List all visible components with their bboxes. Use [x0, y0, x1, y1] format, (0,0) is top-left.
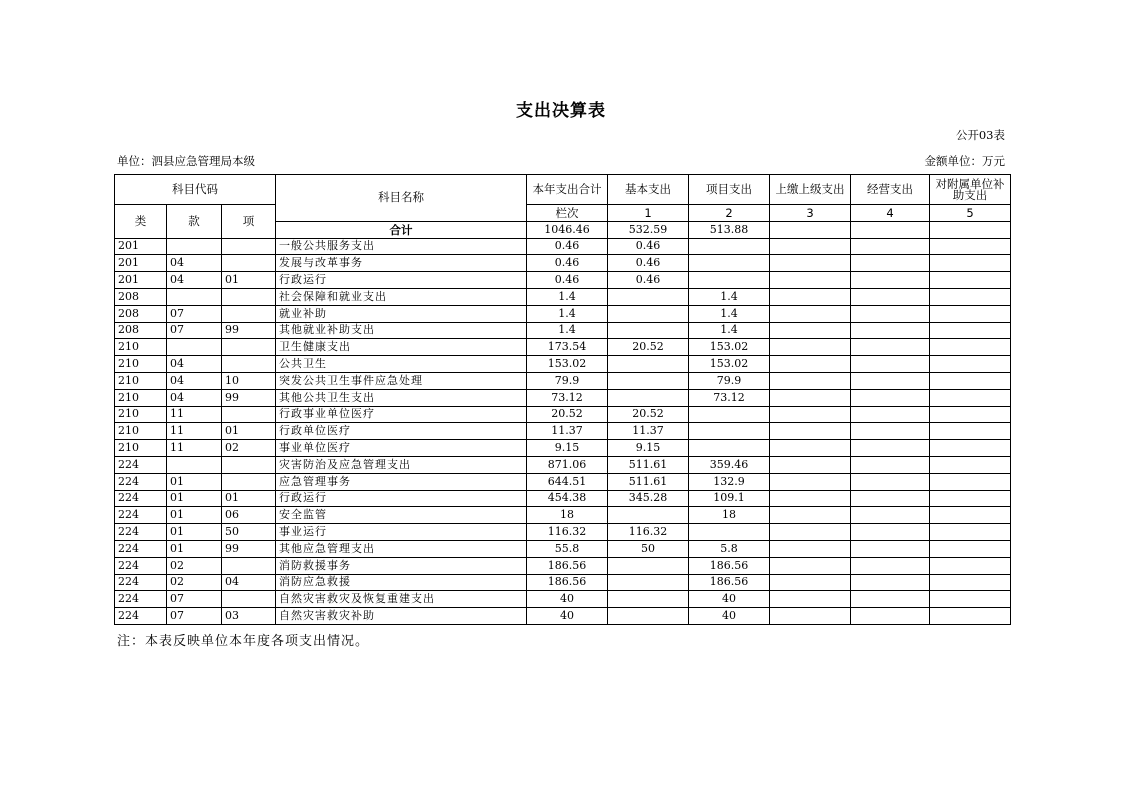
cell-subsidy	[930, 389, 1011, 406]
cell-basic	[608, 591, 689, 608]
cell-name: 其他应急管理支出	[276, 540, 527, 557]
cell-total: 18	[527, 507, 608, 524]
cell-name: 公共卫生	[276, 356, 527, 373]
cell-upper	[770, 372, 851, 389]
cell-name: 其他公共卫生支出	[276, 389, 527, 406]
cell-basic	[608, 322, 689, 339]
cell-basic: 0.46	[608, 272, 689, 289]
header-business: 经营支出	[851, 175, 930, 205]
cell-xiang: 04	[222, 574, 276, 591]
cell-kuan: 11	[167, 423, 222, 440]
cell-upper	[770, 524, 851, 541]
cell-subsidy	[930, 423, 1011, 440]
cell-upper	[770, 288, 851, 305]
table-row	[115, 339, 1011, 356]
cell-business	[851, 255, 930, 272]
header-heji: 合计	[276, 221, 527, 238]
cell-subsidy	[930, 406, 1011, 423]
cell-lei: 224	[115, 490, 167, 507]
cell-project	[689, 524, 770, 541]
cell-business	[851, 440, 930, 457]
cell-lei: 208	[115, 322, 167, 339]
basic-sum: 532.59	[608, 221, 689, 238]
cell-basic	[608, 574, 689, 591]
cell-basic: 50	[608, 540, 689, 557]
cell-xiang: 50	[222, 524, 276, 541]
cell-basic	[608, 557, 689, 574]
cell-name: 事业运行	[276, 524, 527, 541]
cell-project: 1.4	[689, 288, 770, 305]
cell-project: 153.02	[689, 339, 770, 356]
cell-project	[689, 238, 770, 255]
cell-upper	[770, 574, 851, 591]
cell-basic	[608, 305, 689, 322]
cell-kuan: 04	[167, 272, 222, 289]
cell-project: 5.8	[689, 540, 770, 557]
cell-business	[851, 305, 930, 322]
cell-basic: 20.52	[608, 406, 689, 423]
cell-upper	[770, 305, 851, 322]
cell-business	[851, 423, 930, 440]
cell-project	[689, 423, 770, 440]
cell-upper	[770, 440, 851, 457]
cell-basic	[608, 608, 689, 625]
cell-name: 灾害防治及应急管理支出	[276, 456, 527, 473]
cell-basic: 20.52	[608, 339, 689, 356]
cell-lei: 210	[115, 372, 167, 389]
cell-name: 自然灾害救灾补助	[276, 608, 527, 625]
cell-business	[851, 540, 930, 557]
cell-project: 359.46	[689, 456, 770, 473]
cell-kuan: 02	[167, 574, 222, 591]
cell-basic: 511.61	[608, 456, 689, 473]
cell-business	[851, 473, 930, 490]
cell-xiang	[222, 406, 276, 423]
cell-kuan: 11	[167, 440, 222, 457]
cell-upper	[770, 557, 851, 574]
cell-subsidy	[930, 524, 1011, 541]
cell-basic: 0.46	[608, 238, 689, 255]
header-kuan: 款	[167, 205, 222, 239]
project-sum: 513.88	[689, 221, 770, 238]
table-row	[115, 440, 1011, 457]
upper-sum	[770, 221, 851, 238]
cell-business	[851, 507, 930, 524]
col-number-3: 3	[770, 205, 851, 222]
cell-xiang: 06	[222, 507, 276, 524]
cell-business	[851, 456, 930, 473]
cell-subsidy	[930, 608, 1011, 625]
cell-name: 消防救援事务	[276, 557, 527, 574]
cell-subsidy	[930, 440, 1011, 457]
cell-kuan	[167, 456, 222, 473]
cell-name: 一般公共服务支出	[276, 238, 527, 255]
cell-project	[689, 440, 770, 457]
cell-business	[851, 322, 930, 339]
col-number-1: 1	[608, 205, 689, 222]
header-total: 本年支出合计	[527, 175, 608, 205]
cell-basic: 11.37	[608, 423, 689, 440]
cell-xiang	[222, 288, 276, 305]
cell-total: 40	[527, 591, 608, 608]
cell-name: 行政运行	[276, 272, 527, 289]
cell-total: 0.46	[527, 272, 608, 289]
col-number-4: 4	[851, 205, 930, 222]
header-subject-code: 科目代码	[115, 175, 276, 205]
cell-name: 就业补助	[276, 305, 527, 322]
cell-name: 消防应急救援	[276, 574, 527, 591]
cell-subsidy	[930, 540, 1011, 557]
header-upper: 上缴上级支出	[770, 175, 851, 205]
cell-kuan: 02	[167, 557, 222, 574]
cell-lei: 201	[115, 255, 167, 272]
amount-unit: 金额单位：万元	[924, 154, 1005, 168]
table-row	[115, 540, 1011, 557]
cell-xiang: 99	[222, 322, 276, 339]
cell-lei: 210	[115, 339, 167, 356]
cell-business	[851, 339, 930, 356]
header-xiang: 项	[222, 205, 276, 239]
cell-subsidy	[930, 288, 1011, 305]
cell-kuan: 01	[167, 490, 222, 507]
cell-kuan	[167, 339, 222, 356]
cell-business	[851, 524, 930, 541]
cell-upper	[770, 473, 851, 490]
cell-name: 行政单位医疗	[276, 423, 527, 440]
cell-total: 186.56	[527, 574, 608, 591]
cell-total: 454.38	[527, 490, 608, 507]
cell-xiang	[222, 238, 276, 255]
header-lanci: 栏次	[527, 205, 608, 222]
cell-business	[851, 356, 930, 373]
cell-lei: 224	[115, 608, 167, 625]
table-row	[115, 288, 1011, 305]
cell-lei: 210	[115, 440, 167, 457]
cell-kuan: 01	[167, 507, 222, 524]
business-sum	[851, 221, 930, 238]
cell-business	[851, 574, 930, 591]
subsidy-sum	[930, 221, 1011, 238]
cell-total: 644.51	[527, 473, 608, 490]
cell-lei: 224	[115, 557, 167, 574]
cell-project	[689, 255, 770, 272]
cell-lei: 224	[115, 456, 167, 473]
cell-xiang: 03	[222, 608, 276, 625]
cell-kuan: 11	[167, 406, 222, 423]
expenditure-table	[114, 174, 1011, 625]
cell-lei: 210	[115, 406, 167, 423]
page-title: 支出决算表	[516, 101, 606, 121]
cell-lei: 210	[115, 423, 167, 440]
cell-total: 173.54	[527, 339, 608, 356]
cell-lei: 210	[115, 356, 167, 373]
cell-basic	[608, 356, 689, 373]
cell-lei: 224	[115, 507, 167, 524]
cell-upper	[770, 540, 851, 557]
cell-total: 1.4	[527, 305, 608, 322]
cell-xiang	[222, 591, 276, 608]
cell-upper	[770, 490, 851, 507]
col-number-5: 5	[930, 205, 1011, 222]
cell-subsidy	[930, 372, 1011, 389]
cell-total: 79.9	[527, 372, 608, 389]
cell-upper	[770, 389, 851, 406]
cell-upper	[770, 507, 851, 524]
cell-kuan: 07	[167, 608, 222, 625]
cell-total: 9.15	[527, 440, 608, 457]
table-row	[115, 356, 1011, 373]
cell-basic	[608, 389, 689, 406]
cell-xiang: 99	[222, 540, 276, 557]
cell-kuan: 07	[167, 591, 222, 608]
cell-total: 0.46	[527, 238, 608, 255]
cell-name: 行政运行	[276, 490, 527, 507]
cell-project: 1.4	[689, 322, 770, 339]
cell-project	[689, 406, 770, 423]
cell-total: 116.32	[527, 524, 608, 541]
cell-kuan	[167, 238, 222, 255]
cell-subsidy	[930, 557, 1011, 574]
cell-business	[851, 591, 930, 608]
header-project: 项目支出	[689, 175, 770, 205]
cell-name: 安全监管	[276, 507, 527, 524]
cell-kuan: 01	[167, 540, 222, 557]
cell-subsidy	[930, 473, 1011, 490]
cell-xiang: 01	[222, 272, 276, 289]
cell-basic	[608, 507, 689, 524]
table-row	[115, 372, 1011, 389]
cell-kuan: 07	[167, 305, 222, 322]
cell-project: 79.9	[689, 372, 770, 389]
cell-project: 40	[689, 608, 770, 625]
cell-business	[851, 272, 930, 289]
cell-lei: 201	[115, 272, 167, 289]
table-row	[115, 272, 1011, 289]
cell-project: 153.02	[689, 356, 770, 373]
cell-lei: 224	[115, 591, 167, 608]
cell-business	[851, 490, 930, 507]
cell-kuan	[167, 288, 222, 305]
cell-project: 73.12	[689, 389, 770, 406]
cell-upper	[770, 608, 851, 625]
unit-label: 单位：泗县应急管理局本级	[117, 154, 255, 168]
total-sum: 1046.46	[527, 221, 608, 238]
table-row	[115, 456, 1011, 473]
cell-name: 卫生健康支出	[276, 339, 527, 356]
cell-subsidy	[930, 255, 1011, 272]
cell-upper	[770, 339, 851, 356]
cell-upper	[770, 456, 851, 473]
header-row	[115, 175, 1011, 205]
cell-upper	[770, 423, 851, 440]
cell-xiang: 01	[222, 490, 276, 507]
cell-name: 应急管理事务	[276, 473, 527, 490]
cell-name: 发展与改革事务	[276, 255, 527, 272]
cell-total: 0.46	[527, 255, 608, 272]
cell-project: 109.1	[689, 490, 770, 507]
cell-lei: 201	[115, 238, 167, 255]
cell-upper	[770, 322, 851, 339]
cell-business	[851, 608, 930, 625]
cell-basic	[608, 288, 689, 305]
cell-subsidy	[930, 272, 1011, 289]
cell-xiang	[222, 456, 276, 473]
cell-xiang: 02	[222, 440, 276, 457]
cell-subsidy	[930, 574, 1011, 591]
cell-total: 1.4	[527, 322, 608, 339]
cell-lei: 208	[115, 305, 167, 322]
cell-basic: 0.46	[608, 255, 689, 272]
cell-project: 1.4	[689, 305, 770, 322]
table-row	[115, 507, 1011, 524]
cell-kuan: 04	[167, 372, 222, 389]
form-code: 公开03表	[955, 128, 1005, 142]
table-row	[115, 389, 1011, 406]
cell-xiang	[222, 339, 276, 356]
cell-kuan: 07	[167, 322, 222, 339]
cell-subsidy	[930, 322, 1011, 339]
cell-subsidy	[930, 456, 1011, 473]
cell-total: 40	[527, 608, 608, 625]
cell-basic: 511.61	[608, 473, 689, 490]
cell-name: 其他就业补助支出	[276, 322, 527, 339]
cell-subsidy	[930, 238, 1011, 255]
table-row	[115, 473, 1011, 490]
header-subsidy: 对附属单位补助支出	[930, 175, 1011, 205]
cell-subsidy	[930, 490, 1011, 507]
cell-business	[851, 389, 930, 406]
cell-upper	[770, 591, 851, 608]
header-basic: 基本支出	[608, 175, 689, 205]
cell-kuan: 04	[167, 255, 222, 272]
cell-kuan: 01	[167, 473, 222, 490]
cell-project: 40	[689, 591, 770, 608]
col-number-2: 2	[689, 205, 770, 222]
cell-xiang	[222, 473, 276, 490]
cell-xiang: 99	[222, 389, 276, 406]
cell-basic: 345.28	[608, 490, 689, 507]
cell-basic: 9.15	[608, 440, 689, 457]
cell-lei: 210	[115, 389, 167, 406]
cell-xiang	[222, 305, 276, 322]
cell-subsidy	[930, 591, 1011, 608]
cell-total: 186.56	[527, 557, 608, 574]
cell-kuan: 01	[167, 524, 222, 541]
cell-xiang: 01	[222, 423, 276, 440]
table-row	[115, 406, 1011, 423]
cell-upper	[770, 356, 851, 373]
cell-total: 11.37	[527, 423, 608, 440]
cell-lei: 224	[115, 524, 167, 541]
cell-lei: 224	[115, 540, 167, 557]
cell-total: 73.12	[527, 389, 608, 406]
table-row	[115, 574, 1011, 591]
cell-basic	[608, 372, 689, 389]
cell-xiang	[222, 356, 276, 373]
cell-project: 18	[689, 507, 770, 524]
cell-business	[851, 406, 930, 423]
footnote: 注：本表反映单位本年度各项支出情况。	[117, 634, 370, 649]
cell-project: 132.9	[689, 473, 770, 490]
cell-name: 事业单位医疗	[276, 440, 527, 457]
cell-upper	[770, 272, 851, 289]
table-row	[115, 591, 1011, 608]
cell-basic: 116.32	[608, 524, 689, 541]
table-row	[115, 608, 1011, 625]
cell-lei: 224	[115, 473, 167, 490]
cell-name: 社会保障和就业支出	[276, 288, 527, 305]
header-row-2	[115, 205, 1011, 222]
cell-upper	[770, 255, 851, 272]
cell-subsidy	[930, 339, 1011, 356]
table-row	[115, 255, 1011, 272]
cell-total: 20.52	[527, 406, 608, 423]
table-row	[115, 490, 1011, 507]
cell-xiang	[222, 255, 276, 272]
cell-project: 186.56	[689, 574, 770, 591]
cell-lei: 224	[115, 574, 167, 591]
cell-total: 153.02	[527, 356, 608, 373]
cell-xiang: 10	[222, 372, 276, 389]
cell-subsidy	[930, 356, 1011, 373]
cell-business	[851, 557, 930, 574]
cell-total: 55.8	[527, 540, 608, 557]
cell-business	[851, 238, 930, 255]
cell-lei: 208	[115, 288, 167, 305]
cell-name: 突发公共卫生事件应急处理	[276, 372, 527, 389]
cell-subsidy	[930, 507, 1011, 524]
cell-kuan: 04	[167, 356, 222, 373]
header-lei: 类	[115, 205, 167, 239]
cell-name: 行政事业单位医疗	[276, 406, 527, 423]
table-row	[115, 524, 1011, 541]
cell-business	[851, 372, 930, 389]
cell-upper	[770, 238, 851, 255]
table-row	[115, 423, 1011, 440]
cell-project: 186.56	[689, 557, 770, 574]
cell-xiang	[222, 557, 276, 574]
cell-name: 自然灾害救灾及恢复重建支出	[276, 591, 527, 608]
table-row	[115, 557, 1011, 574]
cell-total: 871.06	[527, 456, 608, 473]
cell-total: 1.4	[527, 288, 608, 305]
cell-project	[689, 272, 770, 289]
cell-kuan: 04	[167, 389, 222, 406]
cell-subsidy	[930, 305, 1011, 322]
cell-upper	[770, 406, 851, 423]
table-row	[115, 322, 1011, 339]
table-row	[115, 238, 1011, 255]
cell-business	[851, 288, 930, 305]
header-subject-name: 科目名称	[276, 175, 527, 222]
table-row	[115, 305, 1011, 322]
